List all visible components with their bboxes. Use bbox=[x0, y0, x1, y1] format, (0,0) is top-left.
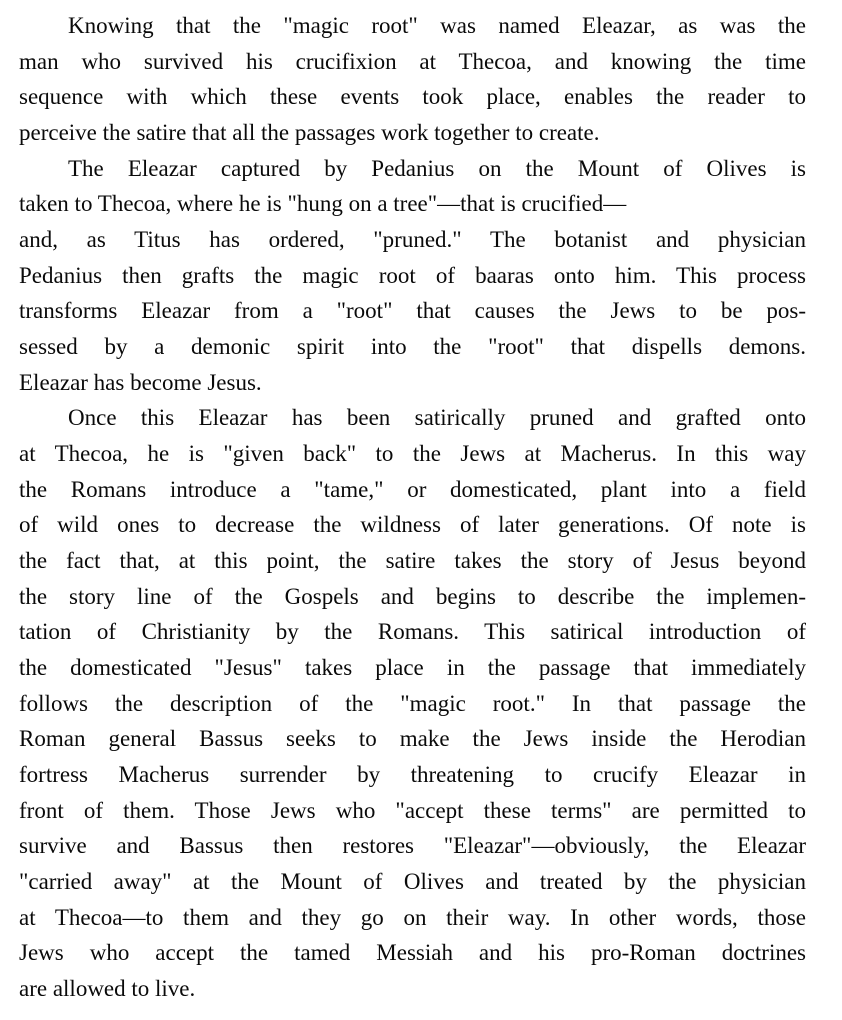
text-line: Jews who accept the tamed Messiah and his pro-Roman doctrines bbox=[19, 940, 806, 966]
text-line: the Romans introduce a "tame," or domesticated, plant into a field bbox=[19, 476, 806, 502]
text-line: Eleazar has become Jesus. bbox=[19, 369, 262, 395]
text-line: at Thecoa—to them and they go on their way. In other words, those bbox=[19, 904, 806, 930]
text-line: transforms Eleazar from a "root" that causes the Jews to be pos- bbox=[19, 298, 806, 324]
text-line: perceive the satire that all the passages work together to create. bbox=[19, 120, 600, 146]
text-line: follows the description of the "magic root." In that passage the bbox=[19, 690, 806, 716]
text-line: of wild ones to decrease the wildness of later generations. Of note is bbox=[19, 512, 806, 538]
text-line: fortress Macherus surrender by threatening to crucify Eleazar in bbox=[19, 762, 806, 788]
text-line: tation of Christianity by the Romans. This satirical introduction of bbox=[19, 619, 806, 645]
text-line: the fact that, at this point, the satire takes the story of Jesus beyond bbox=[19, 548, 806, 574]
text-line: the domesticated "Jesus" takes place in the passage that immediately bbox=[19, 655, 806, 681]
text-line: survive and Bassus then restores "Eleazar"—obviously, the Eleazar bbox=[19, 833, 806, 859]
text-line: The Eleazar captured by Pedanius on the Mount of Olives is bbox=[68, 155, 806, 181]
text-line: Roman general Bassus seeks to make the Jews inside the Herodian bbox=[19, 726, 806, 752]
text-line: the story line of the Gospels and begins to describe the implemen- bbox=[19, 583, 806, 609]
text-line: man who survived his crucifixion at Thecoa, and knowing the time bbox=[19, 48, 806, 74]
text-line: "carried away" at the Mount of Olives and treated by the physician bbox=[19, 869, 806, 895]
text-line: front of them. Those Jews who "accept these terms" are permitted to bbox=[19, 797, 806, 823]
text-line: and, as Titus has ordered, "pruned." The botanist and physician bbox=[19, 227, 806, 253]
text-block bbox=[19, 8, 806, 1007]
text-line: Knowing that the "magic root" was named Eleazar, as was the bbox=[68, 13, 806, 38]
text-line: sessed by a demonic spirit into the "root" that dispells demons. bbox=[19, 334, 806, 360]
text-line: Pedanius then grafts the magic root of baaras onto him. This process bbox=[19, 262, 806, 288]
text-line: are allowed to live. bbox=[19, 976, 196, 1002]
text-line: Once this Eleazar has been satirically pruned and grafted onto bbox=[68, 405, 806, 431]
text-line: taken to Thecoa, where he is "hung on a tree"—that is crucified— bbox=[19, 191, 627, 217]
text-line: at Thecoa, he is "given back" to the Jews at Macherus. In this way bbox=[19, 441, 806, 467]
text-line: sequence with which these events took place, enables the reader to bbox=[19, 84, 806, 110]
